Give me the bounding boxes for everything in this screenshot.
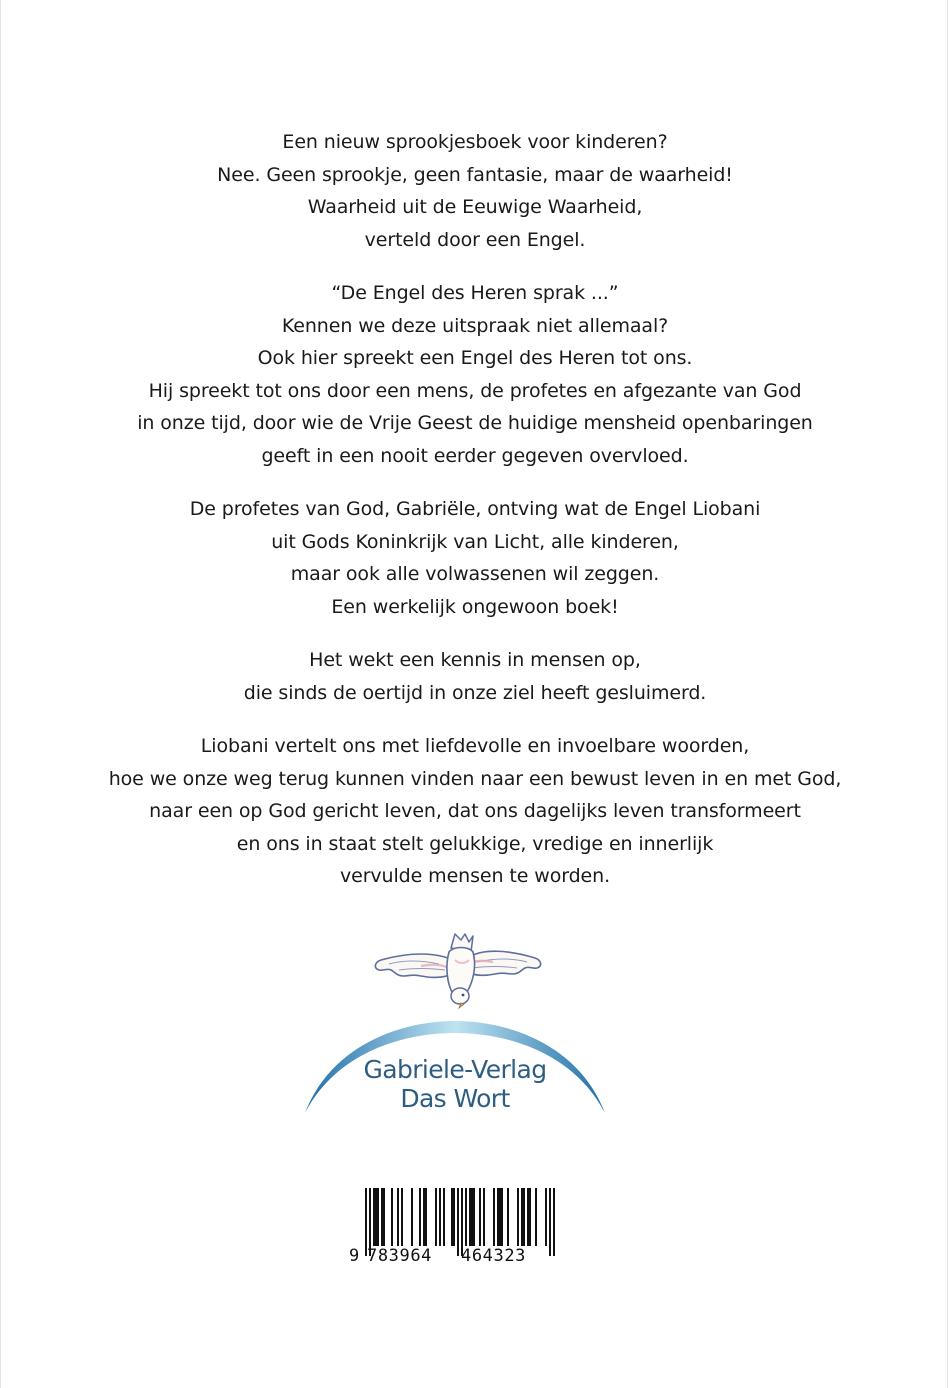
isbn-right-group: 464323	[461, 1246, 527, 1266]
barcode-bar	[419, 1188, 421, 1246]
isbn-first-digit: 9	[349, 1246, 360, 1266]
barcode-bar	[483, 1188, 485, 1246]
blurb-line: die sinds de oertijd in onze ziel heeft gesluimerd.	[243, 681, 707, 704]
blurb-line: in onze tijd, door wie de Vrije Geest de huidige mensheid openbaringen	[137, 412, 813, 434]
barcode-bar	[443, 1188, 445, 1246]
blurb-line: hoe we onze weg terug kunnen vinden naar een bewust leven in en met God,	[108, 767, 842, 790]
barcode-bar	[373, 1188, 375, 1246]
publisher-logo	[301, 1015, 609, 1120]
blurb-line: Een werkelijk ongewoon boek!	[331, 595, 619, 618]
blurb-line: naar een op God gericht leven, dat ons dagelijks leven transformeert	[149, 800, 801, 822]
barcode-bar	[529, 1188, 531, 1246]
dove-icon	[369, 930, 547, 1020]
isbn-left-group: 783964	[367, 1246, 433, 1266]
blurb-line: maar ook alle volwassenen wil zeggen.	[290, 563, 660, 585]
barcode-bar	[499, 1188, 501, 1246]
blurb-line: geeft in een nooit eerder gegeven overvloed.	[261, 444, 689, 467]
barcode-bar	[473, 1188, 475, 1246]
barcode-bar	[479, 1188, 481, 1246]
barcode-bar	[453, 1188, 455, 1246]
blurb-line: Het wekt een kennis in mensen op,	[309, 649, 641, 671]
barcode-bar	[545, 1188, 547, 1246]
barcode-bar	[391, 1188, 393, 1246]
isbn-number	[345, 1246, 561, 1270]
blurb-line: Waarheid uit de Eeuwige Waarheid,	[307, 196, 643, 218]
barcode-bar	[401, 1188, 403, 1246]
publisher-name: Gabriele-Verlag	[363, 1055, 547, 1084]
blurb-line: Liobani vertelt ons met liefdevolle en invoelbare woorden,	[200, 735, 750, 757]
blurb-line: uit Gods Koninkrijk van Licht, alle kinderen,	[271, 530, 679, 553]
isbn-barcode	[345, 1188, 561, 1270]
blurb-line: Ook hier spreekt een Engel des Heren tot ons.	[257, 347, 693, 369]
barcode-bar	[435, 1188, 437, 1246]
barcode-bar	[493, 1188, 495, 1246]
barcode-bar	[471, 1188, 473, 1246]
blurb-paragraph-5	[1, 730, 948, 893]
barcode-bar	[411, 1188, 413, 1246]
blurb-text	[1, 126, 948, 914]
barcode-bar	[423, 1188, 425, 1246]
barcode-bar	[501, 1188, 503, 1246]
barcode-bar	[425, 1188, 427, 1246]
blurb-line: De profetes van God, Gabriële, ontving wat de Engel Liobani	[189, 498, 761, 520]
barcode-bar	[527, 1188, 529, 1246]
barcode-bar	[507, 1188, 509, 1246]
blurb-paragraph-1	[1, 126, 948, 256]
barcode-bar	[465, 1188, 467, 1246]
publisher-subname: Das Wort	[400, 1084, 510, 1113]
blurb-line: verteld door een Engel.	[364, 228, 586, 251]
blurb-paragraph-2	[1, 277, 948, 472]
barcode-bar	[397, 1188, 399, 1246]
blurb-line: en ons in staat stelt gelukkige, vredige en innerlijk	[236, 832, 714, 855]
barcode-bar	[451, 1188, 453, 1246]
blurb-line: Kennen we deze uitspraak niet allemaal?	[281, 314, 669, 337]
blurb-paragraph-4	[1, 644, 948, 709]
blurb-line: Nee. Geen sprookje, geen fantasie, maar de waarheid!	[217, 163, 733, 186]
barcode-bar	[517, 1188, 519, 1246]
blurb-line: Hij spreekt tot ons door een mens, de profetes en afgezante van God	[148, 379, 802, 402]
blurb-line: “De Engel des Heren sprak ...”	[331, 282, 619, 304]
blurb-line: vervulde mensen te worden.	[339, 865, 611, 887]
blurb-line: Een nieuw sprookjesboek voor kinderen?	[282, 131, 668, 153]
barcode-bar	[521, 1188, 523, 1246]
barcode-bar	[375, 1188, 377, 1246]
blurb-paragraph-3	[1, 493, 948, 623]
barcode-bar	[377, 1188, 379, 1246]
barcode-bar	[383, 1188, 385, 1246]
barcode-bar	[497, 1188, 499, 1246]
barcode-bar	[439, 1188, 441, 1246]
barcode-bar	[535, 1188, 537, 1246]
barcode-bar	[469, 1188, 471, 1246]
barcode-bar	[523, 1188, 525, 1246]
barcode-bar	[381, 1188, 383, 1246]
